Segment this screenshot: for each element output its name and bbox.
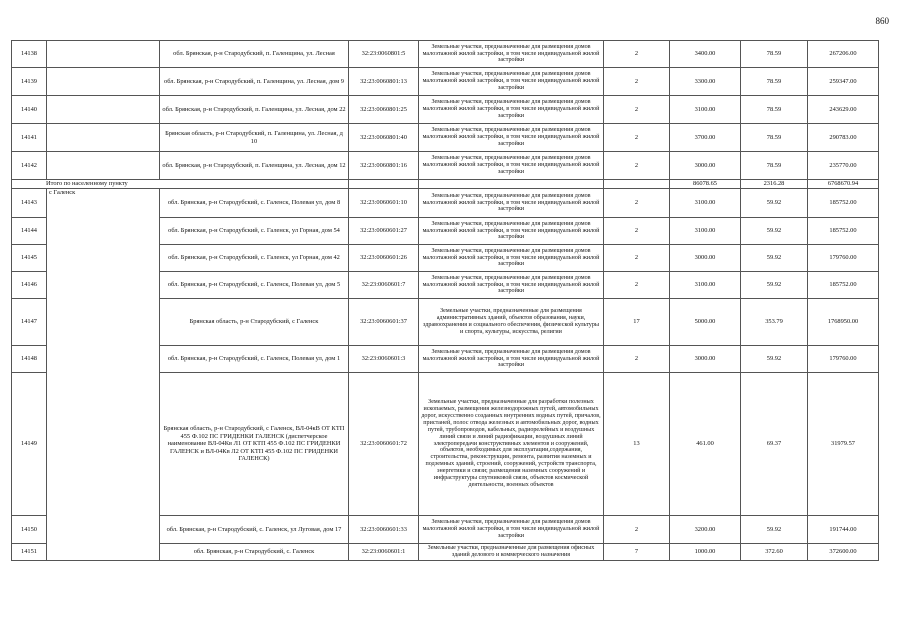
cadastral-number-cell: 32:23:0060601:26 bbox=[349, 245, 419, 272]
page-number: 860 bbox=[875, 16, 889, 26]
area-cell: 3700.00 bbox=[670, 124, 741, 152]
area-cell: 3200.00 bbox=[670, 516, 741, 544]
row-id: 14142 bbox=[12, 152, 47, 180]
table-body-galensk bbox=[12, 189, 879, 561]
usage-group-cell: 2 bbox=[604, 68, 670, 96]
row-id: 14145 bbox=[12, 245, 47, 272]
cadastral-value-cell: 372600.00 bbox=[808, 544, 879, 561]
rate-cell: 372.60 bbox=[741, 544, 808, 561]
cadastral-value-cell: 290783.00 bbox=[808, 124, 879, 152]
address-cell: обл. Брянская, р-н Стародубский, п. Галенщина, ул. Лесная, дом 9 bbox=[160, 68, 349, 96]
land-use-cell: Земельные участки, предназначенные для размещения домов малоэтажной жилой застройки, в том числе индивидуальной жилой застройки bbox=[419, 124, 604, 152]
subtotal-cadastral-cell bbox=[349, 180, 419, 189]
cadastral-number-cell: 32:23:0060601:33 bbox=[349, 516, 419, 544]
rate-cell: 69.37 bbox=[741, 373, 808, 516]
row-id: 14146 bbox=[12, 272, 47, 299]
row-id: 14151 bbox=[12, 544, 47, 561]
area-cell: 5000.00 bbox=[670, 299, 741, 346]
settlement-cell bbox=[47, 124, 160, 152]
subtotal-rate: 2316.28 bbox=[741, 180, 808, 189]
cadastral-number-cell: 32:23:0060601:10 bbox=[349, 189, 419, 218]
cadastral-value-cell: 235770.00 bbox=[808, 152, 879, 180]
address-cell: обл. Брянская, р-н Стародубский, с. Галенск, ул Горная, дом 42 bbox=[160, 245, 349, 272]
address-cell: Брянская область, р-н Стародубский, с Галенск bbox=[160, 299, 349, 346]
subtotal-label: Итого по населенному пункту bbox=[12, 180, 349, 189]
cadastral-number-cell: 32:23:0060601:72 bbox=[349, 373, 419, 516]
settlement-cell bbox=[47, 96, 160, 124]
usage-group-cell: 2 bbox=[604, 96, 670, 124]
subtotal-area: 86078.65 bbox=[670, 180, 741, 189]
row-id: 14148 bbox=[12, 346, 47, 373]
area-cell: 3000.00 bbox=[670, 346, 741, 373]
rate-cell: 78.59 bbox=[741, 152, 808, 180]
row-id: 14141 bbox=[12, 124, 47, 152]
rate-cell: 78.59 bbox=[741, 96, 808, 124]
area-cell: 3000.00 bbox=[670, 245, 741, 272]
rate-cell: 59.92 bbox=[741, 218, 808, 245]
usage-group-cell: 2 bbox=[604, 152, 670, 180]
area-cell: 3000.00 bbox=[670, 152, 741, 180]
land-use-cell: Земельные участки, предназначенные для размещения домов малоэтажной жилой застройки, в том числе индивидуальной жилой застройки bbox=[419, 41, 604, 68]
land-use-cell: Земельные участки, предназначенные для разработки полезных ископаемых, размещения железнодорожных путей, автомобильных дорог, искусственно созданных внутренних водных путей, причалов, пристаней, полос отвода железных и автомобильных дорог, водных путей, трубопроводов, кабельных, радиорелейных и воздушных линий связи и линий радиофикации, воздушных линий электропередачи конструктивных элементов и сооружений, объектов, необходимых для эксплуатации,содержания, строительства, реконструкции, ремонта, развития наземных и подземных зданий, строений, сооружений, устройств транспорта, энергетики и связи; размещения наземных сооружений и инфраструктуры спутниковой связи, объектов космической деятельности, военных объектов bbox=[419, 373, 604, 516]
land-use-cell: Земельные участки, предназначенные для размещения домов малоэтажной жилой застройки, в том числе индивидуальной жилой застройки bbox=[419, 68, 604, 96]
area-cell: 461.00 bbox=[670, 373, 741, 516]
rate-cell: 59.92 bbox=[741, 245, 808, 272]
subtotal-group-cell bbox=[604, 180, 670, 189]
rate-cell: 78.59 bbox=[741, 68, 808, 96]
cadastral-number-cell: 32:23:0060801:40 bbox=[349, 124, 419, 152]
cadastral-value-cell: 259347.00 bbox=[808, 68, 879, 96]
settlement-cell bbox=[47, 68, 160, 96]
land-use-cell: Земельные участки, предназначенные для размещения административных зданий, объектов образования, науки, здравоохранения и социального обеспечения, физической культуры и спорта, культуры, искусства, религии bbox=[419, 299, 604, 346]
cadastral-value-cell: 179760.00 bbox=[808, 245, 879, 272]
usage-group-cell: 2 bbox=[604, 189, 670, 218]
row-id: 14139 bbox=[12, 68, 47, 96]
area-cell: 3100.00 bbox=[670, 218, 741, 245]
settlement-cell bbox=[47, 152, 160, 180]
land-use-cell: Земельные участки, предназначенные для размещения домов малоэтажной жилой застройки, в том числе индивидуальной жилой застройки bbox=[419, 245, 604, 272]
address-cell: обл. Брянская, р-н Стародубский, с. Галенск bbox=[160, 544, 349, 561]
land-use-cell: Земельные участки, предназначенные для размещения домов малоэтажной жилой застройки, в том числе индивидуальной жилой застройки bbox=[419, 272, 604, 299]
address-cell: обл. Брянская, р-н Стародубский, с. Галенск, Полевая ул, дом 5 bbox=[160, 272, 349, 299]
cadastral-value-cell: 267206.00 bbox=[808, 41, 879, 68]
table-row bbox=[12, 189, 879, 218]
subtotal-section bbox=[12, 180, 879, 189]
area-cell: 3100.00 bbox=[670, 272, 741, 299]
address-cell: обл. Брянская, р-н Стародубский, п. Галенщина, ул. Лесная bbox=[160, 41, 349, 68]
usage-group-cell: 2 bbox=[604, 245, 670, 272]
rate-cell: 59.92 bbox=[741, 189, 808, 218]
land-use-cell: Земельные участки, предназначенные для размещения домов малоэтажной жилой застройки, в том числе индивидуальной жилой застройки bbox=[419, 346, 604, 373]
row-id: 14147 bbox=[12, 299, 47, 346]
area-cell: 1000.00 bbox=[670, 544, 741, 561]
address-cell: Брянская область, р-н Стародубский, с Галенск, ВЛ-04кВ ОТ КТП 455 Ф.102 ПС ГРИДЕНКИ ГАЛЕНСК (диспетчерское наименование ВЛ-04Кв Л1 ОТ КТП 455 Ф.102 ПС ГРИДЕНКИ ГАЛЕНСК и ВЛ-04Кв Л2 ОТ КТП 455 Ф.102 ПС ГРИДЕНКИ ГАЛЕНСК) bbox=[160, 373, 349, 516]
area-cell: 3100.00 bbox=[670, 189, 741, 218]
table-row bbox=[12, 68, 879, 96]
cadastral-number-cell: 32:23:0060601:37 bbox=[349, 299, 419, 346]
row-id: 14150 bbox=[12, 516, 47, 544]
cadastral-number-cell: 32:23:0060801:16 bbox=[349, 152, 419, 180]
row-id: 14140 bbox=[12, 96, 47, 124]
usage-group-cell: 2 bbox=[604, 218, 670, 245]
address-cell: обл. Брянская, р-н Стародубский, п. Галенщина, ул. Лесная, дом 12 bbox=[160, 152, 349, 180]
row-id: 14149 bbox=[12, 373, 47, 516]
row-id: 14143 bbox=[12, 189, 47, 218]
table-row bbox=[12, 96, 879, 124]
address-cell: Брянская область, р-н Стародубский, п. Галенщина, ул. Лесная, д 10 bbox=[160, 124, 349, 152]
cadastral-value-table bbox=[11, 40, 879, 561]
land-use-cell: Земельные участки, предназначенные для размещения домов малоэтажной жилой застройки, в том числе индивидуальной жилой застройки bbox=[419, 152, 604, 180]
address-cell: обл. Брянская, р-н Стародубский, с. Галенск, Полевая ул, дом 1 bbox=[160, 346, 349, 373]
settlement-cell bbox=[47, 41, 160, 68]
row-id: 14138 bbox=[12, 41, 47, 68]
cadastral-value-cell: 243629.00 bbox=[808, 96, 879, 124]
rate-cell: 78.59 bbox=[741, 124, 808, 152]
cadastral-number-cell: 32:23:0060801:25 bbox=[349, 96, 419, 124]
land-use-cell: Земельные участки, предназначенные для размещения домов малоэтажной жилой застройки, в том числе индивидуальной жилой застройки bbox=[419, 189, 604, 218]
address-cell: обл. Брянская, р-н Стародубский, с. Галенск, ул Горная, дом 54 bbox=[160, 218, 349, 245]
rate-cell: 59.92 bbox=[741, 272, 808, 299]
usage-group-cell: 2 bbox=[604, 41, 670, 68]
table-row bbox=[12, 41, 879, 68]
land-use-cell: Земельные участки, предназначенные для размещения офисных зданий делового и коммерческого назначения bbox=[419, 544, 604, 561]
table-row bbox=[12, 124, 879, 152]
address-cell: обл. Брянская, р-н Стародубский, с. Галенск, Полевая ул, дом 8 bbox=[160, 189, 349, 218]
area-cell: 3100.00 bbox=[670, 96, 741, 124]
land-use-cell: Земельные участки, предназначенные для размещения домов малоэтажной жилой застройки, в том числе индивидуальной жилой застройки bbox=[419, 96, 604, 124]
cadastral-value-cell: 31979.57 bbox=[808, 373, 879, 516]
settlement-name: с Галенск bbox=[47, 189, 160, 561]
cadastral-value-cell: 185752.00 bbox=[808, 218, 879, 245]
cadastral-number-cell: 32:23:0060801:13 bbox=[349, 68, 419, 96]
usage-group-cell: 2 bbox=[604, 272, 670, 299]
cadastral-number-cell: 32:23:0060601:1 bbox=[349, 544, 419, 561]
area-cell: 3400.00 bbox=[670, 41, 741, 68]
table-row bbox=[12, 152, 879, 180]
subtotal-row bbox=[12, 180, 879, 189]
cadastral-value-cell: 185752.00 bbox=[808, 189, 879, 218]
rate-cell: 59.92 bbox=[741, 516, 808, 544]
cadastral-number-cell: 32:23:0060801:5 bbox=[349, 41, 419, 68]
table-body-galenshchina bbox=[12, 41, 879, 180]
cadastral-value-cell: 1768950.00 bbox=[808, 299, 879, 346]
usage-group-cell: 13 bbox=[604, 373, 670, 516]
rate-cell: 59.92 bbox=[741, 346, 808, 373]
cadastral-value-cell: 191744.00 bbox=[808, 516, 879, 544]
usage-group-cell: 17 bbox=[604, 299, 670, 346]
cadastral-value-cell: 179760.00 bbox=[808, 346, 879, 373]
area-cell: 3300.00 bbox=[670, 68, 741, 96]
usage-group-cell: 2 bbox=[604, 346, 670, 373]
usage-group-cell: 7 bbox=[604, 544, 670, 561]
rate-cell: 78.59 bbox=[741, 41, 808, 68]
land-use-cell: Земельные участки, предназначенные для размещения домов малоэтажной жилой застройки, в том числе индивидуальной жилой застройки bbox=[419, 218, 604, 245]
cadastral-number-cell: 32:23:0060601:27 bbox=[349, 218, 419, 245]
address-cell: обл. Брянская, р-н Стародубский, п. Галенщина, ул. Лесная, дом 22 bbox=[160, 96, 349, 124]
subtotal-usage-cell bbox=[419, 180, 604, 189]
rate-cell: 353.79 bbox=[741, 299, 808, 346]
cadastral-value-cell: 185752.00 bbox=[808, 272, 879, 299]
usage-group-cell: 2 bbox=[604, 124, 670, 152]
row-id: 14144 bbox=[12, 218, 47, 245]
cadastral-number-cell: 32:23:0060601:3 bbox=[349, 346, 419, 373]
address-cell: обл. Брянская, р-н Стародубский, с. Галенск, ул Луговая, дом 17 bbox=[160, 516, 349, 544]
land-use-cell: Земельные участки, предназначенные для размещения домов малоэтажной жилой застройки, в том числе индивидуальной жилой застройки bbox=[419, 516, 604, 544]
cadastral-number-cell: 32:23:0060601:7 bbox=[349, 272, 419, 299]
subtotal-value: 6768670.94 bbox=[808, 180, 879, 189]
usage-group-cell: 2 bbox=[604, 516, 670, 544]
